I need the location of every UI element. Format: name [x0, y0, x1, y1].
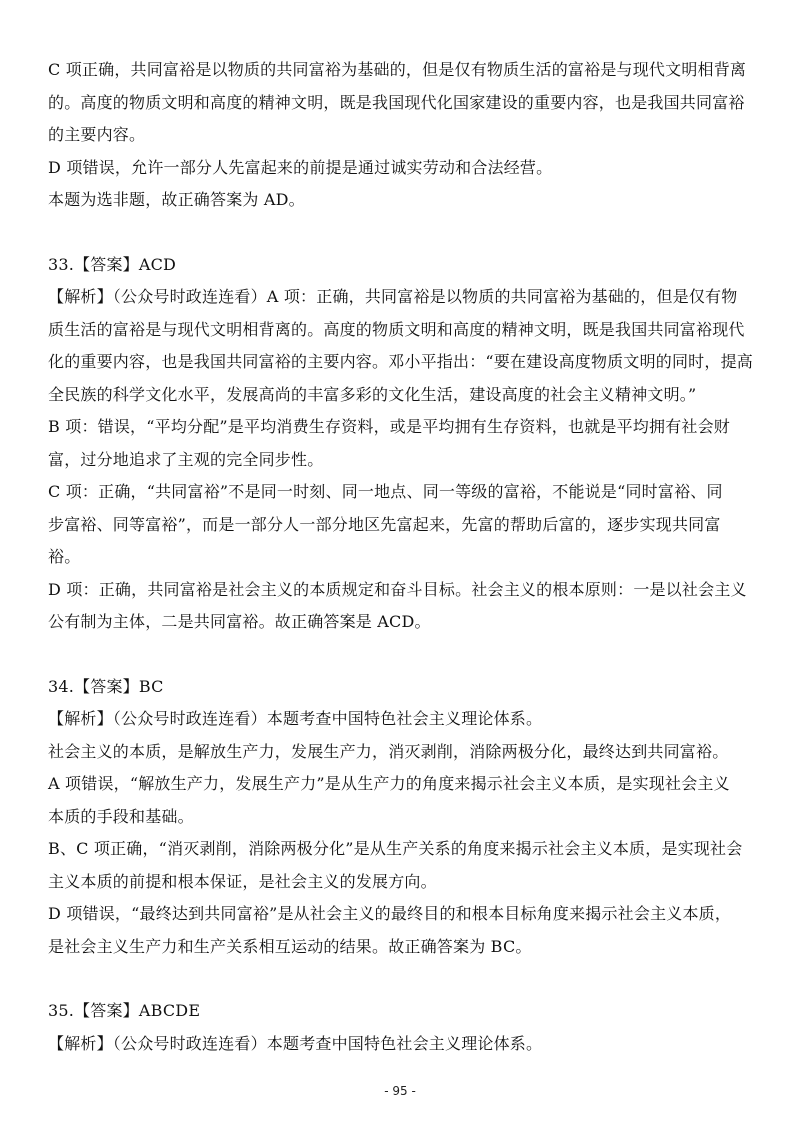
text-line: 公有制为主体，二是共同富裕。故正确答案是 ACD。 — [48, 612, 431, 631]
text-line: 富，过分地追求了主观的完全同步性。 — [48, 449, 324, 469]
text-line: B 项：错误，“平均分配”是平均消费生存资料，或是平均拥有生存资料，也就是平均拥有社会财 — [48, 417, 731, 436]
text-line: 33.【答案】ACD — [48, 254, 177, 274]
text-line: 的。高度的物质文明和高度的精神文明，既是我国现代化国家建设的重要内容，也是我国共同富裕 — [48, 92, 745, 112]
text-line: D 项错误，允许一部分人先富起来的前提是通过诚实劳动和合法经营。 — [48, 157, 553, 177]
text-line: 是社会主义生产力和生产关系相互运动的结果。故正确答案为 BC。 — [48, 936, 532, 956]
paragraph-gap — [48, 639, 758, 671]
text-line: C 项：正确，“共同富裕”不是同一时刻、同一地点、同一等级的富裕，不能说是“同时富裕、同 — [48, 482, 723, 501]
text-line: B、C 项正确，“消灭剥削，消除两极分化”是从生产关系的角度来揭示社会主义本质，是实现社会 — [48, 839, 743, 858]
text-line: 本质的手段和基础。 — [48, 806, 194, 826]
text-line: 本题为选非题，故正确答案为 AD。 — [48, 190, 305, 209]
text-line: 【解析】（公众号时政连连看）本题考查中国特色社会主义理论体系。 — [48, 1033, 543, 1053]
text-line: A 项错误，“解放生产力，发展生产力”是从生产力的角度来揭示社会主义本质，是实现社会主义 — [48, 774, 730, 793]
text-line: 全民族的科学文化水平，发展高尚的丰富多彩的文化生活，建设高度的社会主义精神文明。” — [48, 384, 697, 404]
text-line: 社会主义的本质，是解放生产力，发展生产力，消灭剥削，消除两极分化，最终达到共同富裕。 — [48, 741, 729, 761]
text-line: 【解析】（公众号时政连连看）A 项：正确，共同富裕是以物质的共同富裕为基础的，但是仅有物 — [48, 287, 738, 306]
document-body — [48, 54, 758, 1060]
text-line: 质生活的富裕是与现代文明相背离的。高度的物质文明和高度的精神文明，既是我国共同富裕现代 — [48, 319, 745, 339]
text-line: 步富裕、同等富裕”，而是一部分人一部分地区先富起来，先富的帮助后富的，逐步实现共同富 — [48, 514, 721, 534]
text-line: 35.【答案】ABCDE — [48, 1001, 201, 1020]
text-line: C 项正确，共同富裕是以物质的共同富裕为基础的，但是仅有物质生活的富裕是与现代文明相背离 — [48, 60, 747, 79]
paragraph-gap — [48, 963, 758, 995]
text-line: 化的重要内容，也是我国共同富裕的主要内容。邓小平指出：“要在建设高度物质文明的同时，提高 — [48, 352, 753, 371]
text-line: 的主要内容。 — [48, 125, 146, 144]
page-number: - 95 - — [384, 1084, 416, 1098]
text-line: 34.【答案】BC — [48, 676, 164, 696]
text-line: 主义本质的前提和根本保证，是社会主义的发展方向。 — [48, 871, 437, 891]
text-line: D 项错误，“最终达到共同富裕”是从社会主义的最终目的和根本目标角度来揭示社会主义本质， — [48, 904, 732, 923]
paragraph-gap — [48, 217, 758, 249]
text-line: D 项：正确，共同富裕是社会主义的本质规定和奋斗目标。社会主义的根本原则：一是以社会主义 — [48, 579, 747, 599]
text-line: 裕。 — [48, 547, 81, 566]
text-line: 【解析】（公众号时政连连看）本题考查中国特色社会主义理论体系。 — [48, 709, 543, 728]
